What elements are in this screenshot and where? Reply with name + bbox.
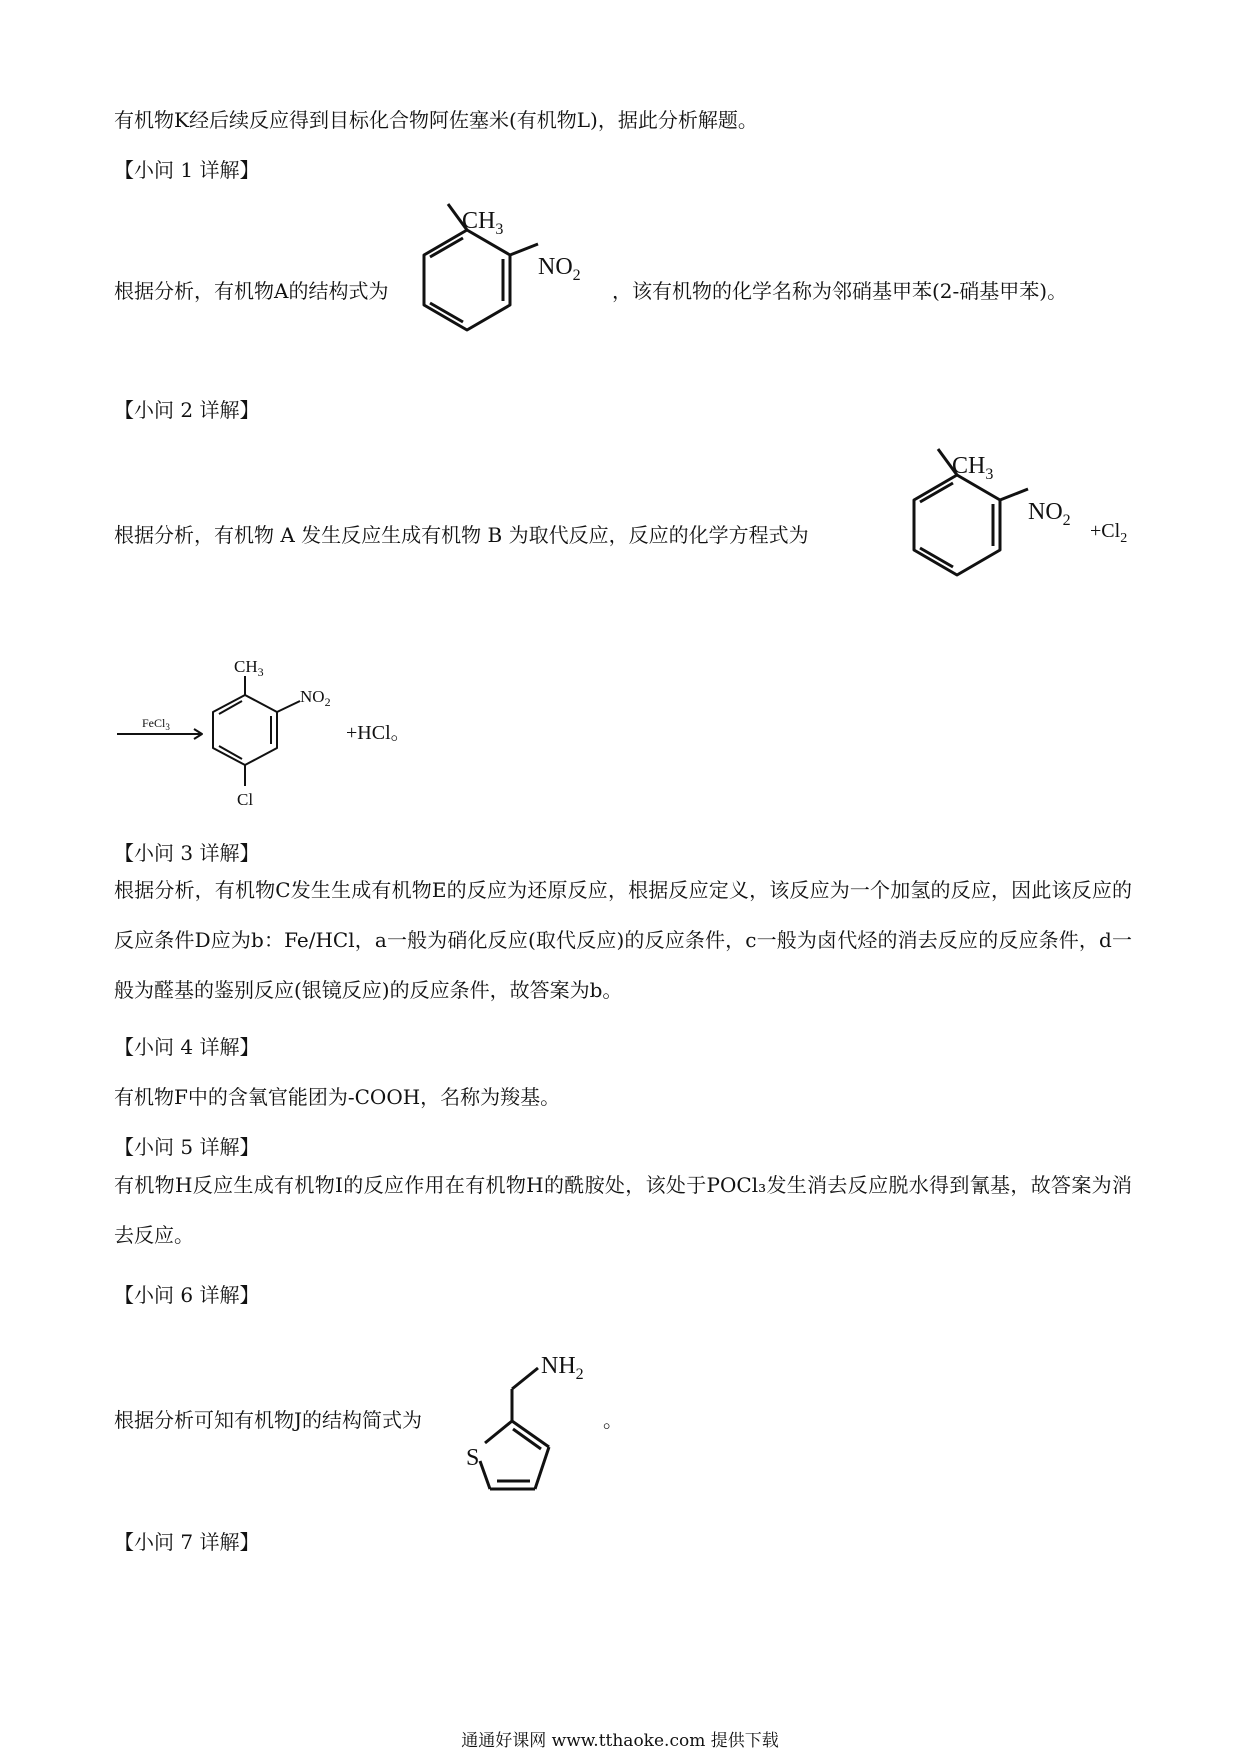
q7-heading: 【小问 7 详解】 [114, 1530, 260, 1554]
s-label: S [466, 1445, 480, 1471]
q6-text-after: 。 [603, 1408, 623, 1432]
catalyst-label: FeCl$_3$ [142, 716, 170, 732]
page-footer: 通通好课网 www.tthaoke.com 提供下载 [461, 1731, 779, 1751]
q2-text: 根据分析，有机物 A 发生反应生成有机物 B 为取代反应，反应的化学方程式为 [114, 523, 809, 547]
q2-heading: 【小问 2 详解】 [114, 398, 260, 422]
q1-text-after: ，该有机物的化学名称为邻硝基甲苯(2-硝基甲苯)。 [612, 279, 1068, 303]
q6-heading: 【小问 6 详解】 [114, 1283, 260, 1307]
cl-label: Cl [237, 790, 254, 809]
plus-hcl-label: +HCl。 [346, 722, 411, 744]
nh2-label: $NH_2$ [541, 1353, 584, 1383]
q1-text-before: 根据分析，有机物A的结构式为 [114, 279, 389, 303]
ch3-label: $CH_3$ [952, 453, 994, 483]
q2-reactant-2-nitrotoluene [910, 445, 1130, 625]
q2-reaction-product [110, 640, 430, 820]
q5-paragraph: 有机物H反应生成有机物I的反应作用在有机物H的酰胺处，该处于POCl₃发生消去反应脱水得到氰基，故答案为消去反应。 [114, 1173, 1132, 1247]
intro-text: 有机物K经后续反应得到目标化合物阿佐塞米(有机物L)，据此分析解题。 [114, 108, 758, 132]
ch3-label: $CH_3$ [462, 208, 504, 238]
q4-heading: 【小问 4 详解】 [114, 1035, 260, 1059]
q3-heading: 【小问 3 详解】 [114, 841, 260, 865]
no2-label: $NO_2$ [300, 687, 331, 709]
q6-text-before: 根据分析可知有机物J的结构简式为 [114, 1408, 423, 1432]
no2-label: $NO_2$ [1028, 499, 1071, 529]
q1-structure-2-nitrotoluene [420, 200, 620, 380]
q6-structure-thiophenemethylamine [455, 1325, 615, 1515]
plus-cl2-label: $+Cl_2$ [1090, 520, 1128, 546]
q5-heading: 【小问 5 详解】 [114, 1135, 260, 1159]
ch3-label: $CH_3$ [234, 657, 264, 679]
no2-label: $NO_2$ [538, 254, 581, 284]
q1-heading: 【小问 1 详解】 [114, 158, 260, 182]
q4-text: 有机物F中的含氧官能团为-COOH，名称为羧基。 [114, 1085, 561, 1109]
q3-paragraph: 根据分析，有机物C发生生成有机物E的反应为还原反应，根据反应定义，该反应为一个加氢的反应，因此该反应的反应条件D应为b：Fe/HCl，a一般为硝化反应(取代反应)的反应条件，c一般为卤代烃的消去反应的反应条件，d一般为醛基的鉴别反应(银镜反应)的反应条件，故答案为b。 [114, 878, 1132, 1002]
